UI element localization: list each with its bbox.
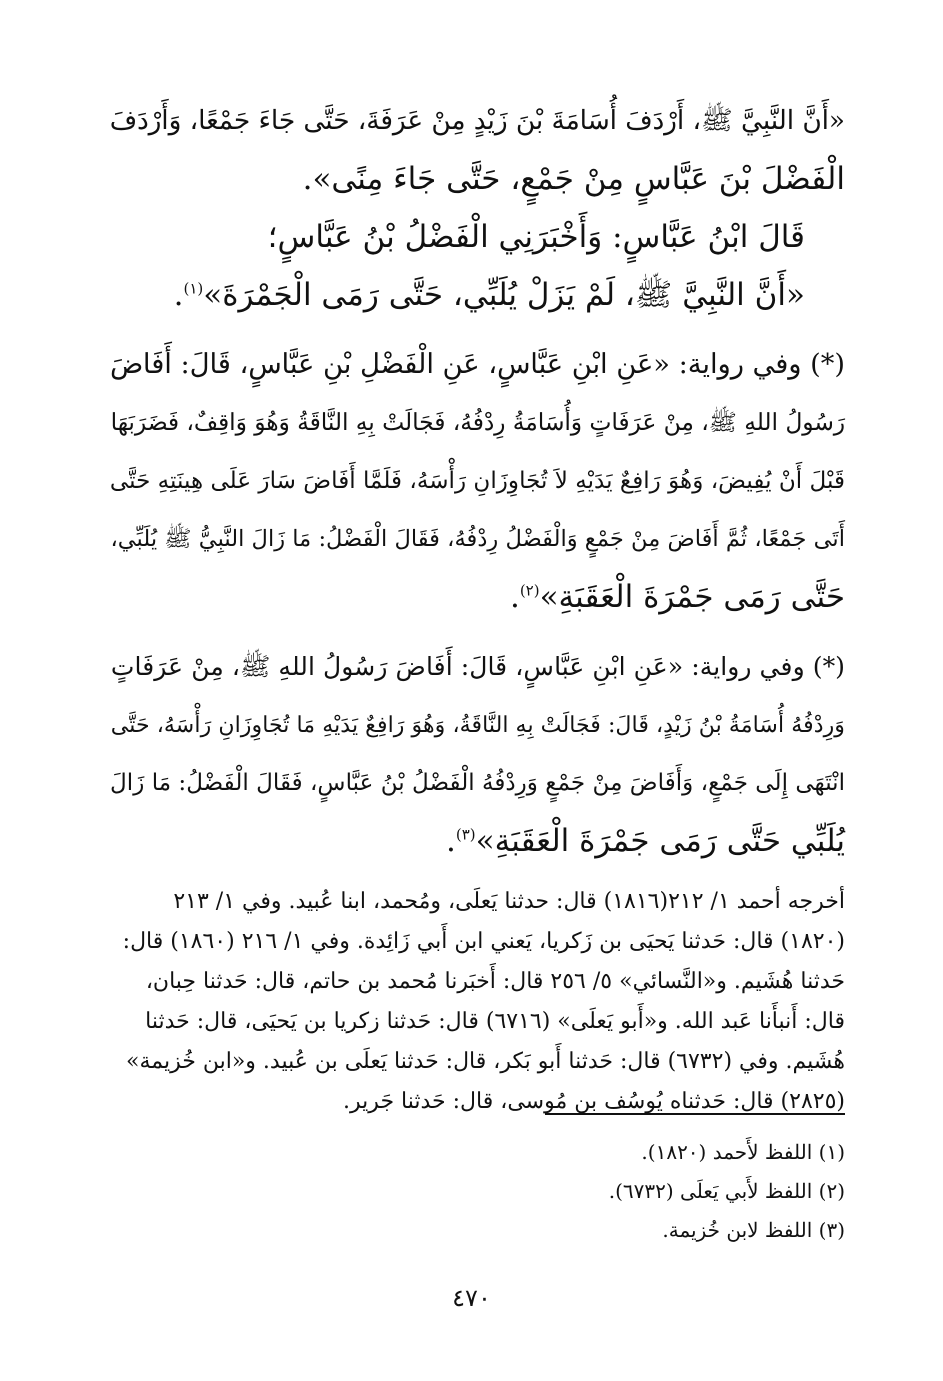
hadith-line: وَرِدْفُهُ أُسَامَةُ بْنُ زَيْدٍ، قَالَ: فَجَالَتْ بِهِ النَّاقَةُ، وَهُوَ رَافِعٌ يَدَيْهِ مَا تُجَاوِزَانِ رَأْسَهُ، حَتَّى xyxy=(110,712,845,738)
footnote-1: (١) اللفظ لأَحمد (١٨٢٠). xyxy=(641,1140,845,1164)
takhrij-line: (١٨٢٠) قال: حَدثنا يَحيَى بن زَكريا، يَعني ابن أَبي زَائِدة. وفي ١/ ٢١٦ (١٨٦٠) قال: xyxy=(122,929,845,954)
hadith-line: (*) وفي رواية: «عَنِ ابْنِ عَبَّاسٍ، قَالَ: أَفَاضَ رَسُولُ اللهِ ﷺ، مِنْ عَرَفَاتٍ xyxy=(110,652,845,681)
hadith-line: رَسُولُ اللهِ ﷺ، مِنْ عَرَفَاتٍ وَأُسَامَةُ رِدْفُهُ، فَجَالَتْ بِهِ النَّاقَةُ وَهُوَ وَاقِفٌ، فَضَرَبَهَا xyxy=(110,409,845,436)
hadith-line: يُلَبِّي حَتَّى رَمَى جَمْرَةَ الْعَقَبَةِ»$^{(٣)}$. xyxy=(446,823,845,859)
takhrij-line: حَدثنا هُشَيم. و«النَّسائي» ٥/ ٢٥٦ قال: أَخبَرنا مُحمد بن حاتم، قال: حَدثنا حِبان، xyxy=(145,969,845,994)
page-body xyxy=(95,92,845,1122)
footnote-ref: (٣) xyxy=(455,825,476,844)
hadith-line: انْتَهَى إِلَى جَمْعٍ، وَأَفَاضَ مِنْ جَمْعٍ وَرِدْفُهُ الْفَضْلُ بْنُ عَبَّاسٍ، فَقَالَ الْفَضْلُ: مَا زَالَ xyxy=(110,770,845,796)
hadith-line: حَتَّى رَمَى جَمْرَةَ الْعَقَبَةِ»$^{(٢)}$. xyxy=(509,579,845,615)
hadith-line: «أَنَّ النَّبِيَّ ﷺ، أَرْدَفَ أُسَامَةَ بْنَ زَيْدٍ مِنْ عَرَفَةَ، حَتَّى جَاءَ جَمْعًا، وَأَرْدَفَ xyxy=(109,106,845,136)
takhrij-line: (٢٨٢٥) قال: حَدثناه يُوسُف بن مُوسى، قال: حَدثنا جَرير. xyxy=(343,1089,845,1114)
takhrij-line: قال: أَنبأَنا عَبد الله. و«أَبو يَعلَى» (٦٧١٦) قال: حَدثنا زكريا بن يَحيَى، قال: حَدثنا xyxy=(145,1009,845,1034)
footnote-ref: (١) xyxy=(183,279,204,298)
hadith-line: قَبْلَ أَنْ يُفِيضَ، وَهُوَ رَافِعٌ يَدَيْهِ لاَ تُجَاوِزَانِ رَأْسَهُ، فَلَمَّا أَفَاضَ سَارَ عَلَى هِينَتِهِ حَتَّى xyxy=(109,468,845,494)
footnote-divider xyxy=(545,1113,845,1115)
hadith-line: أَتَى جَمْعًا، ثُمَّ أَفَاضَ مِنْ جَمْعٍ وَالْفَضْلُ رِدْفُهُ، فَقَالَ الْفَضْلُ: مَا زَالَ النَّبِيُّ ﷺ يُلَبِّي، xyxy=(110,526,845,552)
footnotes xyxy=(95,1133,845,1250)
hadith-text: حَتَّى رَمَى جَمْرَةَ الْعَقَبَةِ» xyxy=(539,579,845,615)
takhrij-paragraph xyxy=(95,882,845,1122)
hadith-text: «أَنَّ النَّبِيَّ ﷺ، لَمْ يَزَلْ يُلَبِّي، حَتَّى رَمَى الْجَمْرَةَ» xyxy=(203,277,805,313)
hadith-block-3 xyxy=(95,638,845,870)
hadith-line: الْفَضْلَ بْنَ عَبَّاسٍ مِنْ جَمْعٍ، حَتَّى جَاءَ مِنًى». xyxy=(302,161,845,197)
page-number: ٤٧٠ xyxy=(452,1284,491,1312)
hadith-line: قَالَ ابْنُ عَبَّاسٍ: وَأَخْبَرَنِي الْفَضْلُ بْنُ عَبَّاسٍ؛ xyxy=(267,219,805,255)
footnote-3: (٣) اللفظ لابن خُزيمة. xyxy=(662,1218,845,1242)
hadith-text: يُلَبِّي حَتَّى رَمَى جَمْرَةَ الْعَقَبَةِ» xyxy=(475,823,845,859)
hadith-line: «أَنَّ النَّبِيَّ ﷺ، لَمْ يَزَلْ يُلَبِّي، حَتَّى رَمَى الْجَمْرَةَ»$^{(١)}$. xyxy=(173,277,805,313)
hadith-block-2 xyxy=(95,336,845,626)
footnote-ref: (٢) xyxy=(519,581,540,600)
footnote-2: (٢) اللفظ لأَبي يَعلَى (٦٧٣٢). xyxy=(608,1179,845,1203)
hadith-line: (*) وفي رواية: «عَنِ ابْنِ عَبَّاسٍ، عَنِ الْفَضْلِ بْنِ عَبَّاسٍ، قَالَ: أَفَاضَ xyxy=(109,349,845,380)
hadith-block-1 xyxy=(95,92,845,324)
takhrij-line: هُشَيم. وفي (٦٧٣٢) قال: حَدثنا أَبو بَكر، قال: حَدثنا يَعلَى بن عُبيد. و«ابن خُزيمة» xyxy=(126,1049,845,1074)
takhrij-line: أخرجه أحمد ١/ ٢١٢(١٨١٦) قال: حدثنا يَعلَى، ومُحمد، ابنا عُبيد. وفي ١/ ٢١٣ xyxy=(173,889,845,914)
